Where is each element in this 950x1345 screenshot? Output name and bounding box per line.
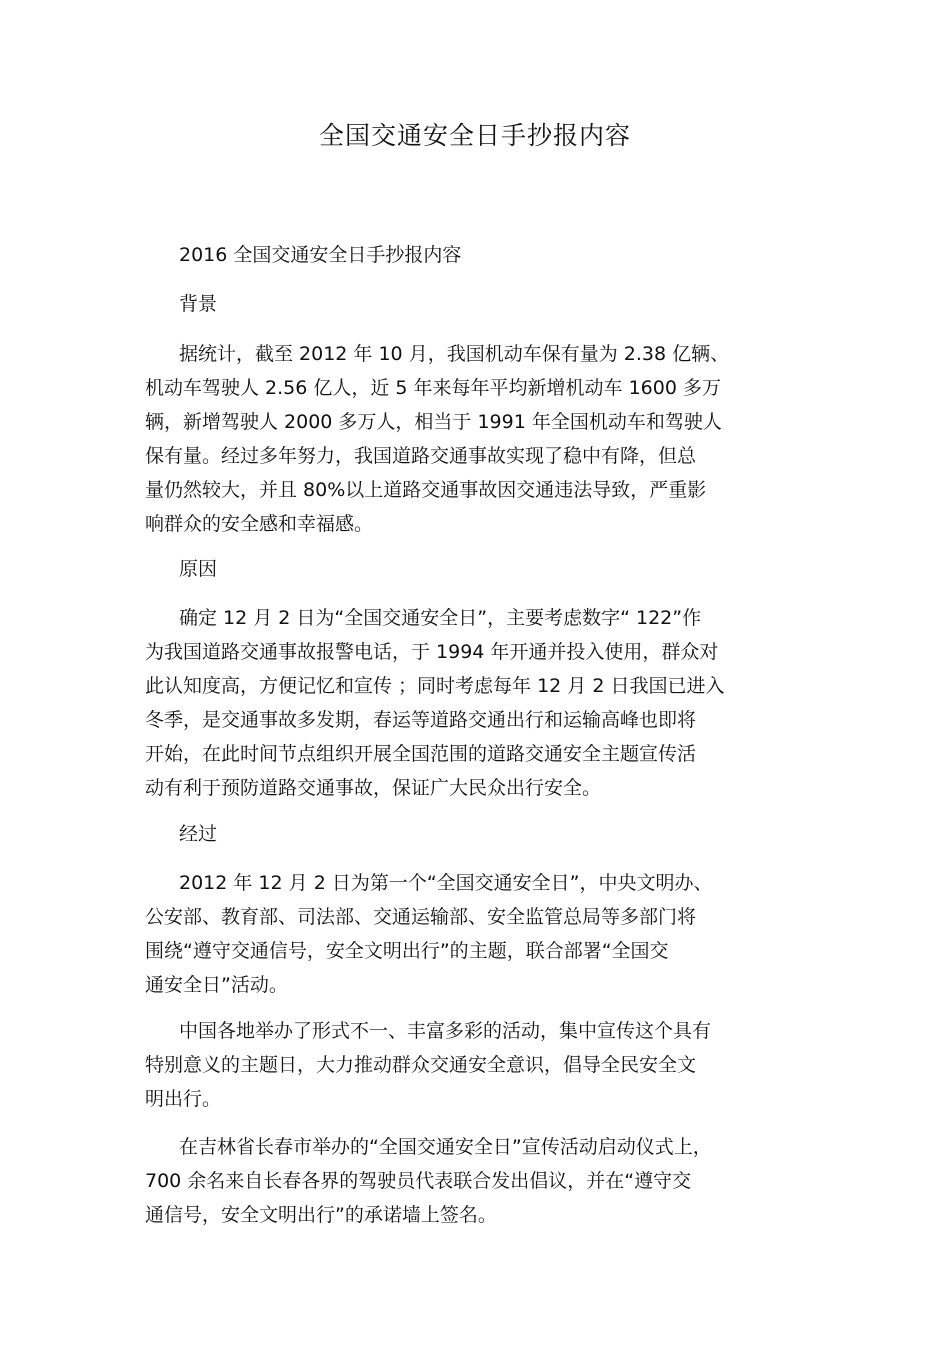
paragraph-line: 700 余名来自长春各界的驾驶员代表联合发出倡议，并在“遵守交	[145, 1170, 692, 1192]
paragraph-line: 动有利于预防道路交通事故，保证广大民众出行安全。	[145, 777, 602, 799]
paragraph-line: 围绕“遵守交通信号，安全文明出行”的主题，联合部署“全国交	[145, 940, 669, 962]
paragraph-line: 为我国道路交通事故报警电话，于 1994 年开通并投入使用，群众对	[145, 641, 719, 663]
paragraph-line: 公安部、教育部、司法部、交通运输部、安全监管总局等多部门将	[145, 906, 697, 928]
paragraph-process-2	[145, 1014, 805, 1116]
paragraph-line: 辆，新增驾驶人 2000 多万人，相当于 1991 年全国机动车和驾驶人	[145, 411, 722, 433]
paragraph-reason	[145, 601, 805, 805]
section-heading-process	[145, 817, 805, 851]
paragraph-line: 在吉林省长春市举办的“全国交通安全日”宣传活动启动仪式上，	[179, 1136, 712, 1158]
document-title: 全国交通安全日手抄报内容	[318, 121, 631, 150]
section-heading-background	[145, 287, 805, 321]
paragraph-line: 量仍然较大，并且 80%以上道路交通事故因交通违法导致，严重影	[145, 479, 707, 501]
section-heading: 经过	[179, 823, 218, 845]
paragraph-line: 明出行。	[145, 1088, 222, 1110]
paragraph-process-3	[145, 1130, 805, 1232]
paragraph-background	[145, 337, 805, 541]
paragraph-line: 2012 年 12 月 2 日为第一个“全国交通安全日”，中央文明办、	[179, 872, 713, 894]
paragraph-process-1	[145, 866, 805, 1002]
paragraph-line: 响群众的安全感和幸福感。	[145, 513, 374, 535]
paragraph-line: 确定 12 月 2 日为“全国交通安全日”，主要考虑数字“ 122”作	[179, 607, 702, 629]
paragraph-line: 通信号，安全文明出行”的承诺墙上签名。	[145, 1204, 497, 1226]
paragraph-line: 通安全日”活动。	[145, 974, 288, 996]
paragraph-line: 中国各地举办了形式不一、丰富多彩的活动，集中宣传这个具有	[179, 1020, 712, 1042]
subtitle-text: 2016 全国交通安全日手抄报内容	[179, 244, 462, 266]
paragraph-line: 开始，在此时间节点组织开展全国范围的道路交通安全主题宣传活	[145, 743, 697, 765]
section-heading: 原因	[179, 558, 218, 580]
paragraph-line: 此认知度高，方便记忆和宣传 ；同时考虑每年 12 月 2 日我国已进入	[145, 675, 725, 697]
paragraph-line: 据统计，截至 2012 年 10 月，我国机动车保有量为 2.38 亿辆、	[179, 343, 730, 365]
document-subtitle	[145, 238, 805, 272]
paragraph-line: 保有量。经过多年努力，我国道路交通事故实现了稳中有降，但总	[145, 445, 697, 467]
paragraph-line: 机动车驾驶人 2.56 亿人，近 5 年来每年平均新增机动车 1600 多万	[145, 377, 721, 399]
paragraph-line: 特别意义的主题日，大力推动群众交通安全意识，倡导全民安全文	[145, 1054, 697, 1076]
paragraph-line: 冬季，是交通事故多发期，春运等道路交通出行和运输高峰也即将	[145, 709, 697, 731]
section-heading-reason	[145, 552, 805, 586]
section-heading: 背景	[179, 293, 218, 315]
